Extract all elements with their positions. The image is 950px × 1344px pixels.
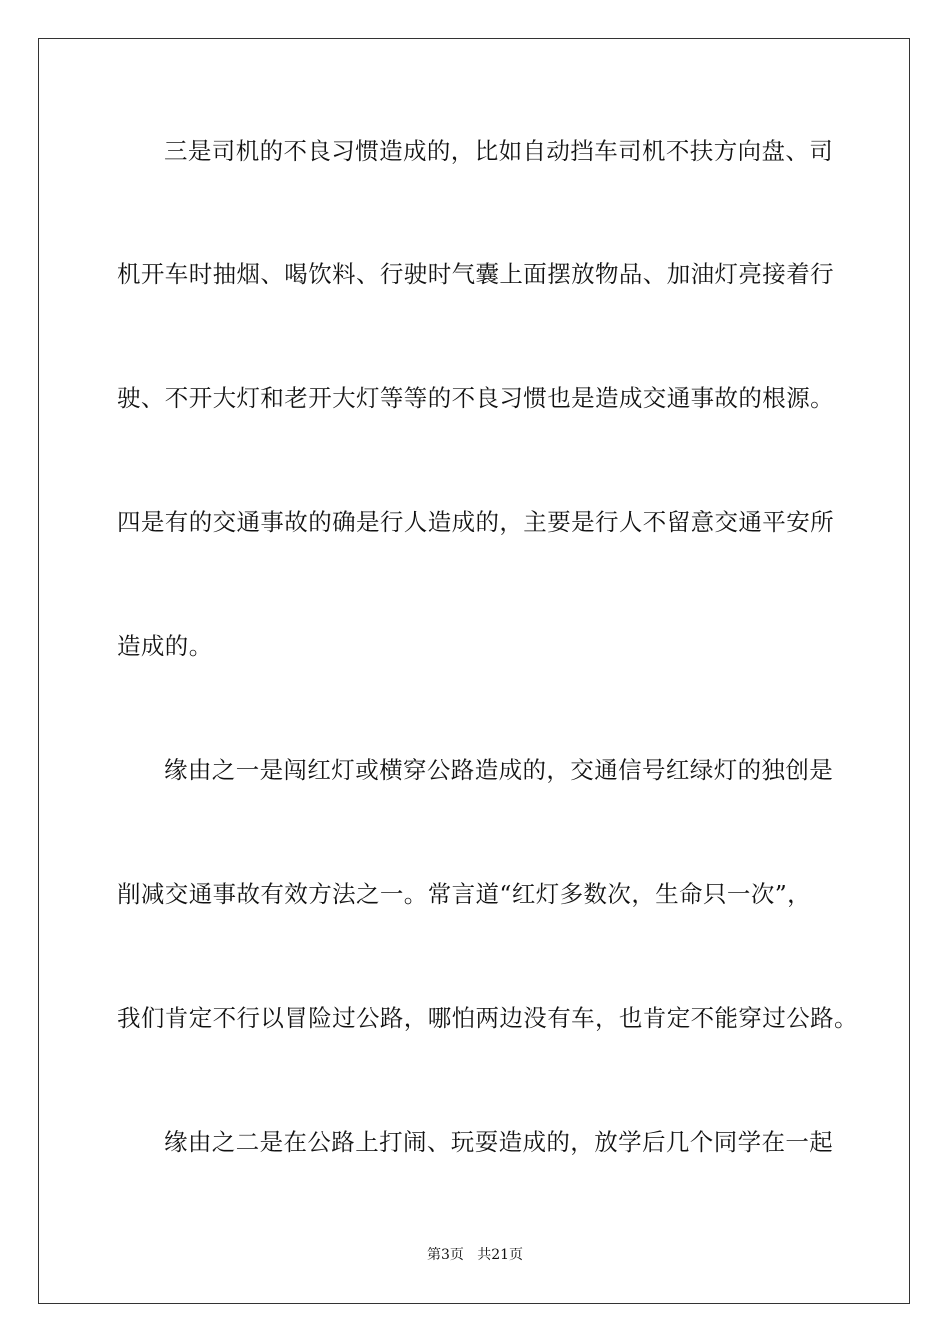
paragraph-line: 四是有的交通事故的确是行人造成的，主要是行人不留意交通平安所 bbox=[117, 508, 834, 536]
paragraph-line: 机开车时抽烟、喝饮料、行驶时气囊上面摆放物品、加油灯亮接着行 bbox=[117, 260, 834, 288]
paragraph-line: 造成的。 bbox=[117, 632, 213, 660]
paragraph-line: 三是司机的不良习惯造成的，比如自动挡车司机不扶方向盘、司 bbox=[164, 137, 834, 165]
page-border bbox=[38, 38, 910, 1304]
paragraph-line: 缘由之一是闯红灯或横穿公路造成的，交通信号红绿灯的独创是 bbox=[164, 756, 834, 784]
paragraph-line: 缘由之二是在公路上打闹、玩耍造成的，放学后几个同学在一起 bbox=[164, 1128, 834, 1156]
paragraph-line: 我们肯定不行以冒险过公路，哪怕两边没有车，也肯定不能穿过公路。 bbox=[117, 1004, 858, 1032]
paragraph-line: 驶、不开大灯和老开大灯等等的不良习惯也是造成交通事故的根源。 bbox=[117, 384, 834, 412]
paragraph-line: 削减交通事故有效方法之一。常言道“红灯多数次，生命只一次”， bbox=[117, 880, 812, 908]
page-number-footer: 第3页 共21页 bbox=[426, 1247, 524, 1263]
